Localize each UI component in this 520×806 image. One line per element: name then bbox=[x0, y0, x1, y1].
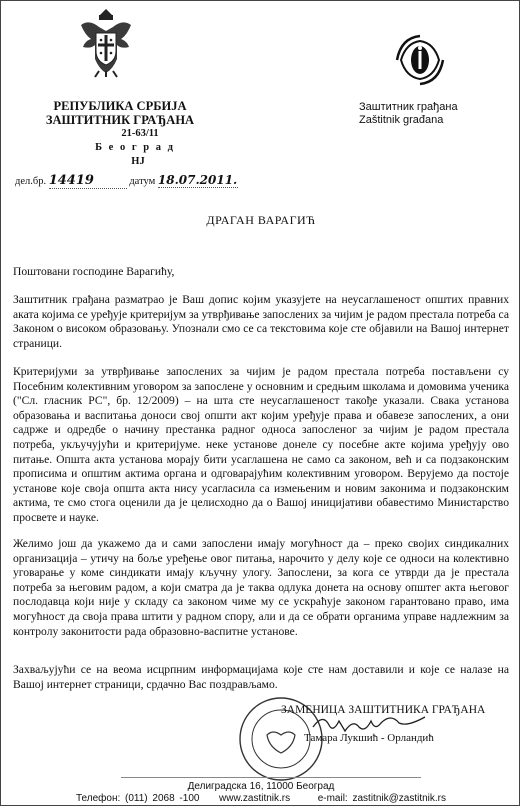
ombudsman-title-latin: Zaštitnik građana bbox=[359, 114, 444, 126]
footer-address: Делиградска 16, 11000 Београд bbox=[187, 781, 335, 792]
paragraph-1: Заштитник грађана разматрао је Ваш допис којим указујете на неусаглашеност општих правних аката којима се уређује критеријум за утврђивање запослених за чијим је радом престала потреба са Законом о високом образовању. Упознали смо се са текстовима које сте објавили на Вашој интернет страници. bbox=[13, 293, 509, 350]
del-label: дел.бр. bbox=[15, 176, 47, 187]
coat-of-arms-icon bbox=[77, 7, 135, 79]
footer-contacts bbox=[1, 793, 520, 804]
del-number: 14419 bbox=[49, 173, 127, 189]
footer-phone: Телефон: (011) 2068 -100 bbox=[75, 793, 200, 804]
reference-line bbox=[15, 173, 238, 189]
republic-name: РЕПУБЛИКА СРБИЈА bbox=[53, 99, 187, 113]
city: Б е о г р а д bbox=[95, 142, 175, 153]
file-number: 21-63/11 bbox=[121, 128, 159, 139]
date-label: датум bbox=[129, 176, 156, 187]
date-value: 18.07.2011. bbox=[157, 173, 238, 187]
footer-email[interactable]: e-mail: zastitnik@zastitnik.rs bbox=[317, 793, 446, 804]
signatory-name: Тамара Лукшић - Орландић bbox=[304, 732, 434, 744]
paragraph-2: Критеријуми за утврђивање запослених за чијим је радом престала потреба постављени су Посебним колективним уговором за запослене у основним и средњим школама и домовима ученика ("Сл. гласник РС", бр. 12/2009) – на шта сте неусаглашеност такође указали. Свака установа образовања и васпитања доноси свој општи акт којим уређује права и обавезе запослених, а они садрже и одредбе о начину престанка радног односа запосленог за чијим је радом престала потреба, укључујући и критеријуме. неке установе донеле су посебне акте којима уређују ово питање. Општа акта установа морају бити усаглашена не само са законом, већ и са подзаконским прописима и општим актима органа и одговарајућим колективним уговором. Верујемо да постоје установе које своја општа акта нису усагласила са измењеним и новим законима и подзаконским актима, те смо стога оценили да је целисходно да о Вашој иницијативи обавестимо Министарство просвете и науке. bbox=[13, 365, 509, 524]
initials: НЈ bbox=[131, 156, 145, 167]
addressee: ДРАГАН ВАРАГИЋ bbox=[206, 213, 316, 227]
ombudsman-title-cyrillic: Заштитник грађана bbox=[359, 101, 458, 113]
salutation: Поштовани господине Варагићу, bbox=[13, 265, 175, 278]
footer-website[interactable]: www.zastitnik.rs bbox=[219, 793, 291, 804]
institution-name: ЗАШТИТНИК ГРАЂАНА bbox=[45, 113, 195, 127]
paragraph-3: Желимо још да укажемо да и сами запослени имају могућност да – преко својих синдикалних организација – утичу на боље уређење овог питања, нарочито у делу које се односи на колективно уговарање у коме синдикати имају кључну улогу. Запослени, за кога се утврди да је престала потреба за његовим радом, а који сматра да је таква одлука донета на основу општег акта његовог послодавца који није у складу са законом чиме му се ускраћује законом гарантовано право, има могућност да своја права штити у радном спору, али и да се обрати органима управе надлежним за контролу законитости рада образовно-васпитне установе. bbox=[13, 537, 509, 638]
ombudsman-logo-icon bbox=[391, 31, 449, 89]
signature-title: ЗАМЕНИЦА ЗАШТИТНИКА ГРАЂАНА bbox=[281, 704, 486, 716]
ombudsman-title bbox=[359, 101, 499, 127]
footer-divider bbox=[121, 777, 421, 778]
paragraph-4: Захваљујући се на веома исцрпним информацијама које сте нам доставили и које се налазе на Вашој интернет страници, срдачно Вас поздрављамо. bbox=[13, 663, 509, 691]
letterhead bbox=[15, 99, 225, 169]
